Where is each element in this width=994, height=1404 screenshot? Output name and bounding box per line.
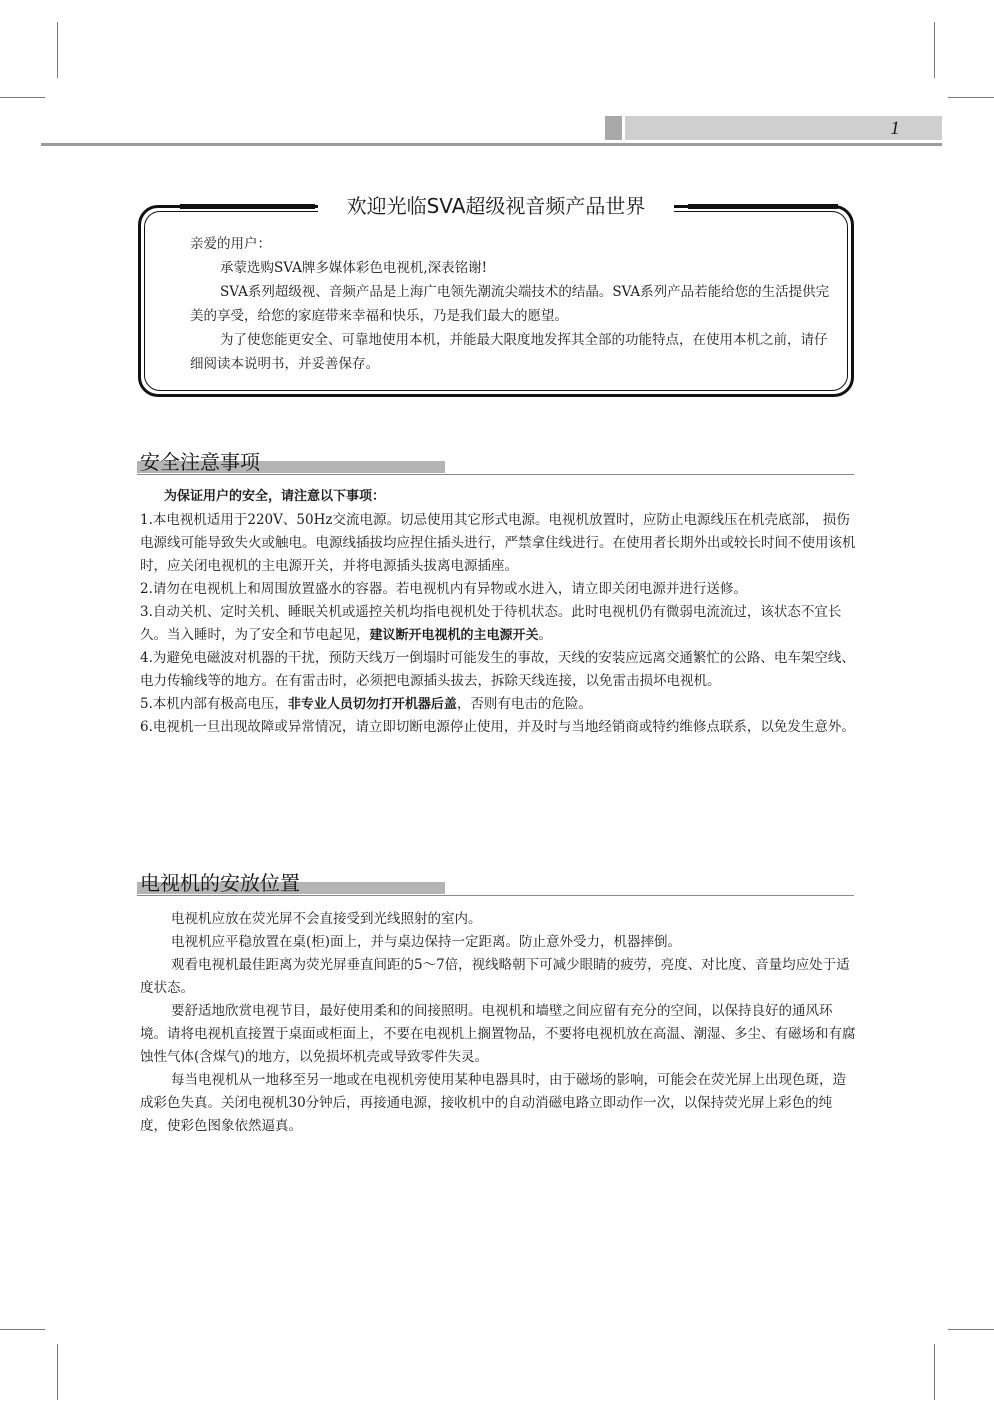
placement-paragraph: 观看电视机最佳距离为荧光屏垂直间距的5～7倍，视线略朝下可减少眼睛的疲劳，亮度、对比度、音量均应处于适度状态。 (140, 957, 850, 996)
welcome-greeting: 亲爱的用户： (190, 236, 271, 252)
title-rule-right (688, 204, 838, 209)
crop-mark (934, 1344, 935, 1400)
title-rule-left (180, 204, 315, 209)
crop-mark (57, 22, 58, 78)
safety-item-1: 1.本电视机适用于220V、50Hz交流电源。切忌使用其它形式电源。电视机放置时，应防止电源线压在机壳底部， 损伤电源线可能导致失火或触电。电源线插拔均应捏住插头进行，严禁拿住线进行。在使用者长期外出或较长时间不使用该机时，应关闭电视机的主电源开关，并将电源插头拔离电源插座。 (140, 512, 856, 574)
crop-mark (57, 1344, 58, 1400)
safety-item-5-text: 5.本机内部有极高电压， (140, 696, 288, 712)
safety-body (140, 485, 856, 739)
safety-item-2: 2.请勿在电视机上和周围放置盛水的容器。若电视机内有异物或水进入，请立即关闭电源并进行送修。 (140, 581, 747, 597)
header-rule (41, 143, 942, 146)
safety-item-4: 4.为避免电磁波对机器的干扰，预防天线万一倒塌时可能发生的事故，天线的安装应远离交通繁忙的公路、电车架空线、电力传输线等的地方。在有雷击时，必须把电源插头拔去，拆除天线连接，以免雷击损坏电视机。 (140, 650, 855, 689)
safety-item-3-text: 3.自动关机、定时关机、睡眠关机或遥控关机均指电视机处于待机状态。此时电视机仍有微弱电流流过，该状态不宜长久。当入睡时，为了安全和节电起见， (140, 604, 842, 643)
placement-heading: 电视机的安放位置 (140, 871, 300, 895)
placement-paragraph: 每当电视机从一地移至另一地或在电视机旁使用某种电器具时，由于磁场的影响，可能会在荧光屏上出现色斑，造成彩色失真。关闭电视机30分钟后，再接通电源，接收机中的自动消磁电路立即动作一次，以保持荧光屏上彩色的纯度，使彩色图象依然逼真。 (140, 1072, 846, 1134)
safety-item-3 (140, 601, 856, 647)
crop-mark (934, 22, 935, 78)
placement-section-heading (137, 870, 854, 900)
crop-mark (948, 97, 994, 98)
welcome-title: 欢迎光临SVA超级视音频产品世界 (318, 193, 674, 219)
welcome-paragraph: 承蒙选购SVA牌多媒体彩色电视机,深表铭谢! (220, 260, 488, 276)
welcome-paragraph: 为了使您能更安全、可靠地使用本机，并能最大限度地发挥其全部的功能特点，在使用本机之前，请仔细阅读本说明书，并妥善保存。 (190, 332, 828, 372)
placement-paragraph: 电视机应平稳放置在桌(柜)面上，并与桌边保持一定距离。防止意外受力，机器摔倒。 (171, 934, 682, 950)
crop-mark (948, 1329, 994, 1330)
placement-body (140, 908, 856, 1138)
safety-item-6: 6.电视机一旦出现故障或异常情况，请立即切断电源停止使用，并及时与当地经销商或特约维修点联系，以免发生意外。 (140, 719, 855, 735)
placement-paragraph: 要舒适地欣赏电视节目，最好使用柔和的间接照明。电视机和墙壁之间应留有充分的空间，以保持良好的通风环境。请将电视机直接置于桌面或柜面上，不要在电视机上搁置物品，不要将电视机放在高温、潮湿、多尘、有磁场和有腐蚀性气体(含煤气)的地方，以免损坏机壳或导致零件失灵。 (140, 1003, 856, 1065)
safety-item-3-emphasis: 建议断开电视机的主电源开关 (369, 628, 539, 643)
safety-item-3-end: 。 (538, 627, 553, 643)
safety-heading: 安全注意事项 (140, 450, 260, 474)
page-number: 1 (890, 118, 900, 139)
safety-item-5-end: ，否则有电击的危险。 (456, 696, 592, 712)
crop-mark (0, 97, 45, 98)
safety-lead: 为保证用户的安全，请注意以下事项： (164, 489, 386, 504)
header-block-dark (605, 116, 622, 140)
safety-section-heading (137, 449, 854, 479)
safety-item-5-emphasis: 非专业人员切勿打开机器后盖 (287, 697, 457, 712)
safety-item-5 (140, 693, 856, 716)
placement-paragraph: 电视机应放在荧光屏不会直接受到光线照射的室内。 (171, 911, 482, 927)
crop-mark (0, 1329, 45, 1330)
welcome-body (190, 232, 830, 376)
welcome-paragraph: SVA系列超级视、音频产品是上海广电领先潮流尖端技术的结晶。SVA系列产品若能给您的生活提供完美的享受，给您的家庭带来幸福和快乐，乃是我们最大的愿望。 (190, 284, 830, 324)
